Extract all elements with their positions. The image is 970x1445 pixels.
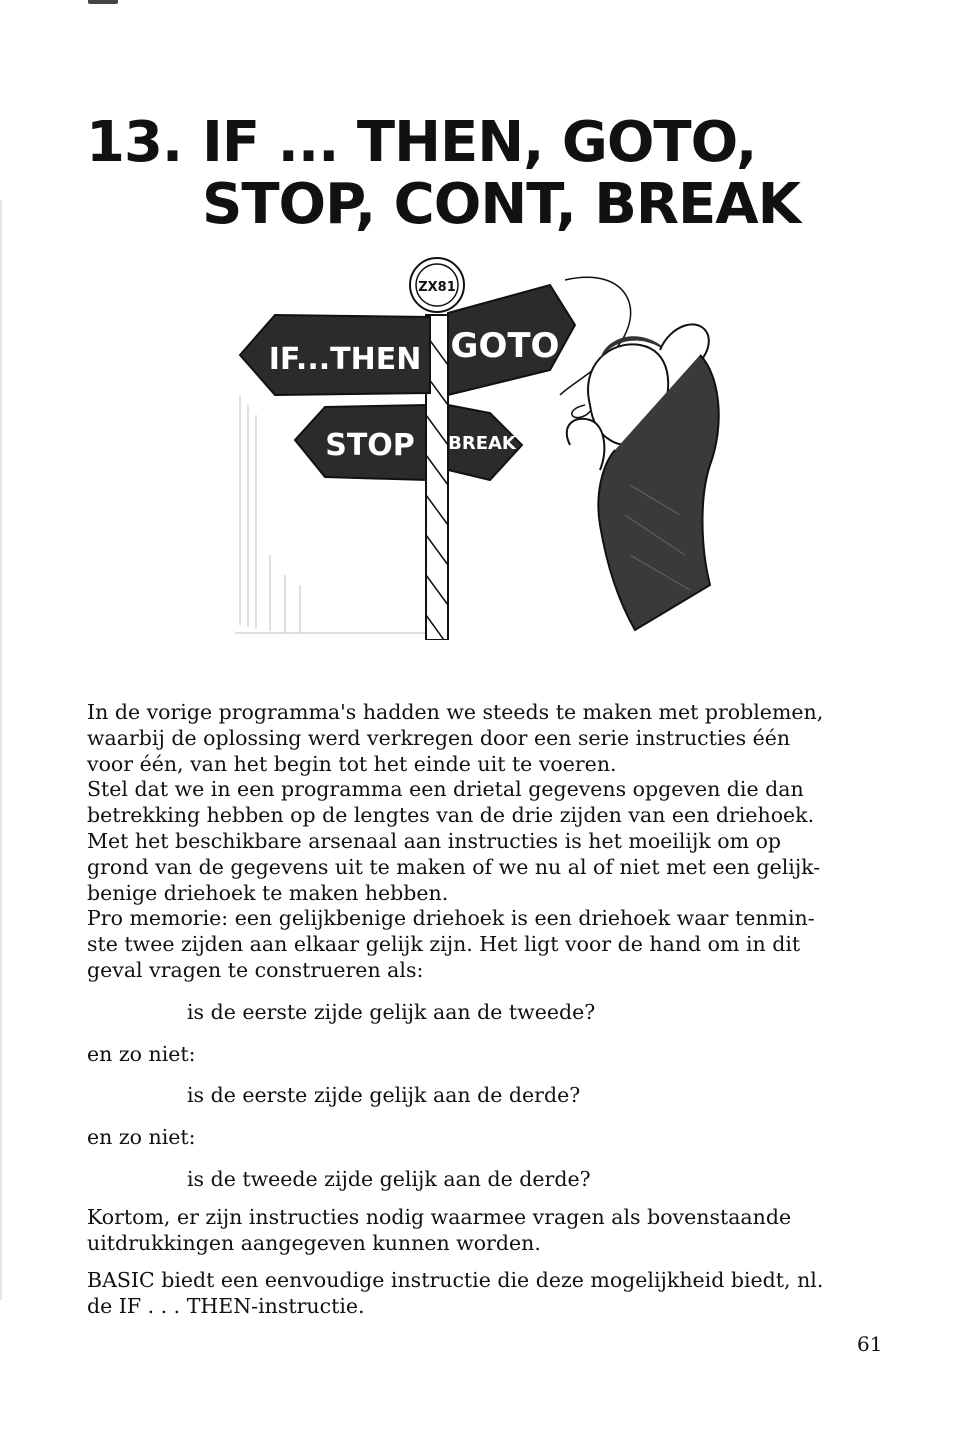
sign-if-then-label: IF...THEN [268, 342, 422, 377]
conclusion-line: Kortom, er zijn instructies nodig waarmee vragen als bovenstaande [87, 1204, 792, 1229]
puzzled-man-figure [567, 324, 719, 630]
title-line-1: IF ... THEN, GOTO, [202, 110, 757, 175]
basic-line: de IF . . . THEN-instructie. [87, 1294, 365, 1319]
question-1: is de eerste zijde gelijk aan de tweede? [187, 999, 596, 1024]
page-edge [0, 200, 2, 1300]
paragraph-line: Pro memorie: een gelijkbenige driehoek is een driehoek waar tenmin- [87, 906, 815, 931]
badge-text: ZX81 [418, 280, 456, 295]
and-if-not-1: en zo niet: [87, 1041, 196, 1066]
paragraph-line: Stel dat we in een programma een drietal gegevens opgeven die dan [87, 777, 804, 802]
sign-break-label: BREAK [448, 433, 516, 454]
chapter-number: 13. [86, 110, 183, 175]
sign-stop-label: STOP [325, 428, 415, 463]
paragraph-line: Met het beschikbare arsenaal aan instructies is het moeilijk om op [87, 828, 782, 853]
paragraph-line: geval vragen te construeren als: [87, 957, 424, 982]
paragraph-line: In de vorige programma's hadden we steeds te maken met problemen, [87, 700, 824, 724]
page-number: 61 [857, 1332, 883, 1356]
title-line-2: STOP, CONT, BREAK [202, 172, 801, 237]
paragraph-line: betrekking hebben op de lengtes van de drie zijden van een driehoek. [87, 803, 815, 828]
body-text [87, 700, 897, 1320]
paragraph-line: grond van de gegevens uit te maken of we nu al of niet met een gelijk- [87, 854, 821, 879]
paragraph-line: voor één, van het begin tot het einde uit te voeren. [87, 751, 617, 776]
and-if-not-2: en zo niet: [87, 1125, 196, 1150]
signpost-illustration [230, 255, 730, 640]
paragraph-line: waarbij de oplossing werd verkregen door een serie instructies één [87, 725, 791, 750]
scan-mark [88, 0, 118, 4]
question-3: is de tweede zijde gelijk aan de derde? [187, 1166, 591, 1191]
paragraph-line: ste twee zijden aan elkaar gelijk zijn. Het ligt voor de hand om in dit [87, 932, 801, 957]
sign-goto-label: GOTO [450, 326, 560, 366]
conclusion-line: uitdrukkingen aangegeven kunnen worden. [87, 1230, 541, 1255]
basic-line: BASIC biedt een eenvoudige instructie die deze mogelijkheid biedt, nl. [87, 1268, 824, 1293]
chapter-title [86, 112, 906, 236]
question-2: is de eerste zijde gelijk aan de derde? [187, 1083, 581, 1108]
paragraph-line: benige driehoek te maken hebben. [87, 880, 449, 905]
